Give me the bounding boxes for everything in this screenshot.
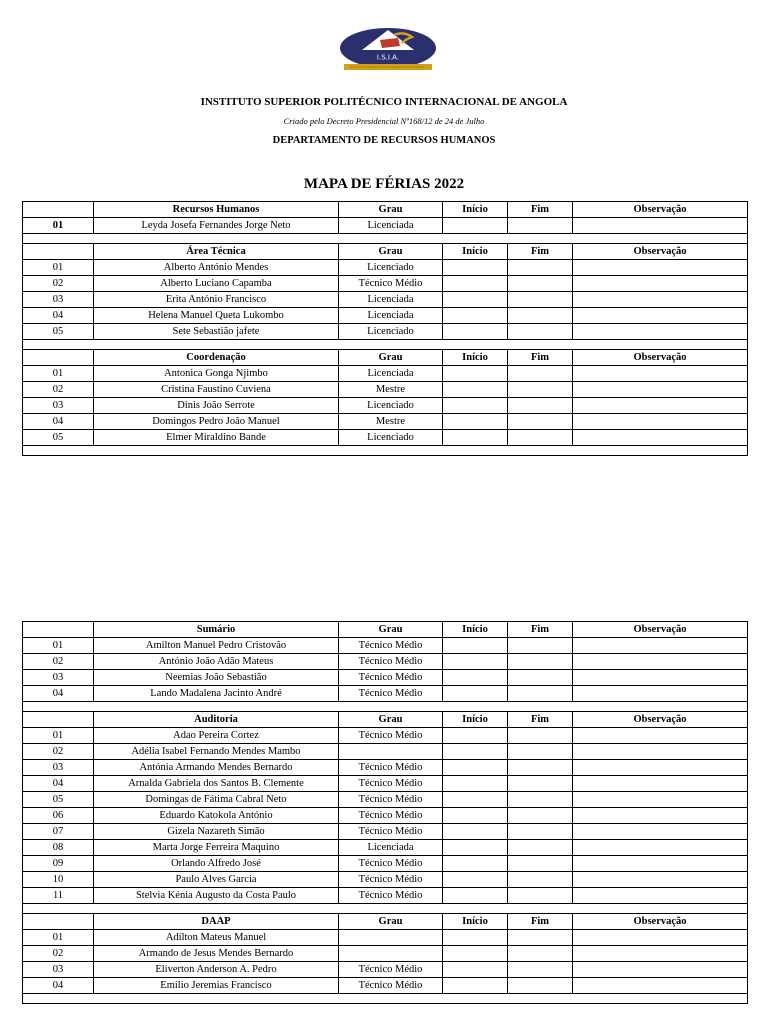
employee-name: Helena Manuel Queta Lukombo — [94, 308, 339, 324]
table-row — [23, 414, 748, 430]
page-title: MAPA DE FÉRIAS 2022 — [303, 176, 465, 192]
section-number-header — [23, 914, 94, 930]
end-date — [508, 382, 573, 398]
start-date — [443, 366, 508, 382]
table-row — [23, 888, 748, 904]
observation — [573, 840, 748, 856]
section-number-header — [23, 202, 94, 218]
employee-name: Erita António Francisco — [94, 292, 339, 308]
section-header-row — [23, 350, 748, 366]
end-date — [508, 872, 573, 888]
table-row — [23, 872, 748, 888]
employee-grau — [339, 946, 443, 962]
observation — [573, 398, 748, 414]
column-grau: Grau — [339, 712, 443, 728]
row-number: 01 — [23, 638, 94, 654]
row-number: 03 — [23, 398, 94, 414]
employee-grau: Técnico Médio — [339, 686, 443, 702]
employee-grau: Técnico Médio — [339, 808, 443, 824]
observation — [573, 930, 748, 946]
employee-name: Paulo Alves Garcia — [94, 872, 339, 888]
table-row — [23, 308, 748, 324]
observation — [573, 728, 748, 744]
table-row — [23, 398, 748, 414]
row-number: 11 — [23, 888, 94, 904]
observation — [573, 276, 748, 292]
table-row — [23, 930, 748, 946]
start-date — [443, 824, 508, 840]
section-name: Coordenação — [94, 350, 339, 366]
row-number: 01 — [23, 366, 94, 382]
observation — [573, 872, 748, 888]
column-observacao: Observação — [573, 914, 748, 930]
employee-grau: Técnico Médio — [339, 670, 443, 686]
decree-line: Criado pelo Decreto Presidencial Nº168/12 de 24 de Julho — [283, 116, 485, 126]
employee-name: Domingas de Fátima Cabral Neto — [94, 792, 339, 808]
end-date — [508, 856, 573, 872]
section-number-header — [23, 244, 94, 260]
start-date — [443, 888, 508, 904]
table-row — [23, 276, 748, 292]
institution-name: INSTITUTO SUPERIOR POLITÉCNICO INTERNACIONAL DE ANGOLA — [200, 96, 568, 108]
table-body — [23, 202, 748, 456]
table-row — [23, 840, 748, 856]
employee-name: Neemias João Sebastião — [94, 670, 339, 686]
row-number: 10 — [23, 872, 94, 888]
employee-grau — [339, 744, 443, 760]
start-date — [443, 776, 508, 792]
start-date — [443, 872, 508, 888]
observation — [573, 978, 748, 994]
table-row — [23, 366, 748, 382]
section-number-header — [23, 712, 94, 728]
table-row — [23, 670, 748, 686]
table-row — [23, 946, 748, 962]
employee-name: Stelvia Kénia Augusto da Costa Paulo — [94, 888, 339, 904]
table-row — [23, 962, 748, 978]
end-date — [508, 670, 573, 686]
start-date — [443, 946, 508, 962]
end-date — [508, 978, 573, 994]
table-row — [23, 654, 748, 670]
end-date — [508, 824, 573, 840]
start-date — [443, 840, 508, 856]
employee-grau: Mestre — [339, 382, 443, 398]
employee-grau: Licenciado — [339, 398, 443, 414]
column-inicio: Início — [443, 622, 508, 638]
employee-name: Lando Madalena Jacinto André — [94, 686, 339, 702]
observation — [573, 962, 748, 978]
table-row — [23, 728, 748, 744]
section-header-row — [23, 712, 748, 728]
observation — [573, 638, 748, 654]
end-date — [508, 366, 573, 382]
row-number: 01 — [23, 218, 94, 234]
row-number: 04 — [23, 978, 94, 994]
end-date — [508, 776, 573, 792]
start-date — [443, 978, 508, 994]
table-row — [23, 856, 748, 872]
table-row — [23, 260, 748, 276]
end-date — [508, 808, 573, 824]
row-number: 03 — [23, 670, 94, 686]
observation — [573, 430, 748, 446]
employee-grau: Licenciada — [339, 840, 443, 856]
employee-name: Antonica Gonga Njimbo — [94, 366, 339, 382]
end-date — [508, 430, 573, 446]
row-number: 04 — [23, 686, 94, 702]
observation — [573, 760, 748, 776]
section-number-header — [23, 622, 94, 638]
table-row — [23, 218, 748, 234]
employee-grau: Mestre — [339, 414, 443, 430]
employee-grau: Técnico Médio — [339, 792, 443, 808]
spacer-cell — [23, 446, 748, 456]
employee-name: Antónia Armando Mendes Bernardo — [94, 760, 339, 776]
section-name: Recursos Humanos — [94, 202, 339, 218]
spacer-row — [23, 340, 748, 350]
spacer-cell — [23, 340, 748, 350]
employee-name: Eduardo Katokola António — [94, 808, 339, 824]
spacer-row — [23, 234, 748, 244]
row-number: 02 — [23, 382, 94, 398]
observation — [573, 670, 748, 686]
start-date — [443, 276, 508, 292]
employee-name: Cristina Faustino Cuviena — [94, 382, 339, 398]
observation — [573, 808, 748, 824]
employee-name: Armando de Jesus Mendes Bernardo — [94, 946, 339, 962]
column-grau: Grau — [339, 622, 443, 638]
column-fim: Fim — [508, 244, 573, 260]
vacation-table-bottom — [22, 621, 748, 1004]
column-observacao: Observação — [573, 244, 748, 260]
vacation-table-top — [22, 201, 748, 456]
row-number: 04 — [23, 308, 94, 324]
spacer-cell — [23, 994, 748, 1004]
employee-grau: Licenciada — [339, 308, 443, 324]
row-number: 05 — [23, 430, 94, 446]
row-number: 07 — [23, 824, 94, 840]
end-date — [508, 654, 573, 670]
employee-grau: Licenciado — [339, 260, 443, 276]
table-row — [23, 760, 748, 776]
observation — [573, 260, 748, 276]
observation — [573, 218, 748, 234]
employee-grau: Técnico Médio — [339, 978, 443, 994]
observation — [573, 654, 748, 670]
section-header-row — [23, 914, 748, 930]
employee-name: Adílton Mateus Manuel — [94, 930, 339, 946]
end-date — [508, 414, 573, 430]
section-number-header — [23, 350, 94, 366]
start-date — [443, 414, 508, 430]
start-date — [443, 686, 508, 702]
row-number: 02 — [23, 946, 94, 962]
spacer-row — [23, 446, 748, 456]
start-date — [443, 930, 508, 946]
start-date — [443, 808, 508, 824]
start-date — [443, 792, 508, 808]
employee-name: Marta Jorge Ferreira Maquino — [94, 840, 339, 856]
column-fim: Fim — [508, 350, 573, 366]
table-row — [23, 824, 748, 840]
table-row — [23, 744, 748, 760]
spacer-cell — [23, 702, 748, 712]
start-date — [443, 760, 508, 776]
employee-grau: Técnico Médio — [339, 856, 443, 872]
row-number: 03 — [23, 962, 94, 978]
row-number: 01 — [23, 930, 94, 946]
start-date — [443, 398, 508, 414]
spacer-cell — [23, 234, 748, 244]
section-header-row — [23, 244, 748, 260]
table-row — [23, 776, 748, 792]
end-date — [508, 962, 573, 978]
table-row — [23, 324, 748, 340]
observation — [573, 946, 748, 962]
table-row — [23, 292, 748, 308]
column-inicio: Início — [443, 350, 508, 366]
section-name: Auditoria — [94, 712, 339, 728]
end-date — [508, 744, 573, 760]
spacer-row — [23, 994, 748, 1004]
employee-name: Arnalda Gabriela dos Santos B. Clemente — [94, 776, 339, 792]
end-date — [508, 398, 573, 414]
observation — [573, 824, 748, 840]
employee-name: António João Adão Mateus — [94, 654, 339, 670]
employee-name: Sete Sebastião jafete — [94, 324, 339, 340]
row-number: 01 — [23, 260, 94, 276]
employee-name: Emílio Jeremias Francisco — [94, 978, 339, 994]
logo-text: I.S.I.A. — [376, 53, 400, 62]
column-inicio: Início — [443, 244, 508, 260]
employee-name: Leyda Josefa Fernandes Jorge Neto — [94, 218, 339, 234]
spacer-row — [23, 904, 748, 914]
employee-grau: Licenciada — [339, 366, 443, 382]
employee-name: Alberto António Mendes — [94, 260, 339, 276]
employee-name: Dinis João Serrote — [94, 398, 339, 414]
end-date — [508, 308, 573, 324]
start-date — [443, 292, 508, 308]
start-date — [443, 324, 508, 340]
start-date — [443, 638, 508, 654]
start-date — [443, 308, 508, 324]
column-observacao: Observação — [573, 350, 748, 366]
employee-name: Gizela Nazareth Simão — [94, 824, 339, 840]
table-row — [23, 792, 748, 808]
employee-grau: Técnico Médio — [339, 638, 443, 654]
employee-grau: Técnico Médio — [339, 824, 443, 840]
employee-name: Eliverton Anderson A. Pedro — [94, 962, 339, 978]
row-number: 02 — [23, 744, 94, 760]
table-body — [23, 622, 748, 1004]
observation — [573, 292, 748, 308]
column-inicio: Início — [443, 712, 508, 728]
start-date — [443, 654, 508, 670]
end-date — [508, 638, 573, 654]
row-number: 05 — [23, 792, 94, 808]
start-date — [443, 728, 508, 744]
end-date — [508, 792, 573, 808]
department-name: DEPARTAMENTO DE RECURSOS HUMANOS — [272, 135, 496, 146]
observation — [573, 366, 748, 382]
table-row — [23, 430, 748, 446]
table-row — [23, 978, 748, 994]
employee-name: Orlando Alfredo José — [94, 856, 339, 872]
row-number: 02 — [23, 276, 94, 292]
employee-grau: Técnico Médio — [339, 872, 443, 888]
observation — [573, 324, 748, 340]
table-row — [23, 686, 748, 702]
column-observacao: Observação — [573, 712, 748, 728]
start-date — [443, 856, 508, 872]
end-date — [508, 218, 573, 234]
end-date — [508, 888, 573, 904]
row-number: 02 — [23, 654, 94, 670]
employee-grau: Licenciada — [339, 292, 443, 308]
start-date — [443, 382, 508, 398]
section-name: DAAP — [94, 914, 339, 930]
employee-grau — [339, 930, 443, 946]
row-number: 01 — [23, 728, 94, 744]
observation — [573, 744, 748, 760]
observation — [573, 686, 748, 702]
employee-grau: Licenciado — [339, 324, 443, 340]
row-number: 04 — [23, 776, 94, 792]
start-date — [443, 744, 508, 760]
employee-grau: Técnico Médio — [339, 776, 443, 792]
end-date — [508, 760, 573, 776]
column-observacao: Observação — [573, 622, 748, 638]
observation — [573, 776, 748, 792]
start-date — [443, 670, 508, 686]
section-header-row — [23, 622, 748, 638]
table-row — [23, 808, 748, 824]
observation — [573, 414, 748, 430]
end-date — [508, 276, 573, 292]
employee-grau: Técnico Médio — [339, 728, 443, 744]
employee-name: Alberto Luciano Capamba — [94, 276, 339, 292]
section-name: Área Técnica — [94, 244, 339, 260]
observation — [573, 382, 748, 398]
observation — [573, 856, 748, 872]
row-number: 09 — [23, 856, 94, 872]
end-date — [508, 324, 573, 340]
start-date — [443, 430, 508, 446]
start-date — [443, 962, 508, 978]
table-row — [23, 382, 748, 398]
end-date — [508, 930, 573, 946]
column-observacao: Observação — [573, 202, 748, 218]
column-grau: Grau — [339, 350, 443, 366]
employee-name: Adélia Isabel Fernando Mendes Mambo — [94, 744, 339, 760]
start-date — [443, 260, 508, 276]
row-number: 06 — [23, 808, 94, 824]
row-number: 03 — [23, 292, 94, 308]
observation — [573, 888, 748, 904]
employee-grau: Licenciada — [339, 218, 443, 234]
employee-grau: Técnico Médio — [339, 888, 443, 904]
column-grau: Grau — [339, 914, 443, 930]
column-fim: Fim — [508, 622, 573, 638]
employee-name: Elmer Miraldino Bande — [94, 430, 339, 446]
employee-grau: Técnico Médio — [339, 654, 443, 670]
employee-name: Amilton Manuel Pedro Cristovão — [94, 638, 339, 654]
column-inicio: Início — [443, 202, 508, 218]
employee-grau: Técnico Médio — [339, 962, 443, 978]
employee-name: Adao Pereira Cortez — [94, 728, 339, 744]
observation — [573, 792, 748, 808]
row-number: 03 — [23, 760, 94, 776]
column-inicio: Início — [443, 914, 508, 930]
employee-grau: Técnico Médio — [339, 760, 443, 776]
employee-grau: Licenciado — [339, 430, 443, 446]
spacer-cell — [23, 904, 748, 914]
row-number: 04 — [23, 414, 94, 430]
end-date — [508, 292, 573, 308]
section-header-row — [23, 202, 748, 218]
end-date — [508, 728, 573, 744]
spacer-row — [23, 702, 748, 712]
column-fim: Fim — [508, 712, 573, 728]
observation — [573, 308, 748, 324]
section-name: Sumário — [94, 622, 339, 638]
column-grau: Grau — [339, 244, 443, 260]
row-number: 05 — [23, 324, 94, 340]
end-date — [508, 260, 573, 276]
end-date — [508, 840, 573, 856]
employee-grau: Técnico Médio — [339, 276, 443, 292]
column-fim: Fim — [508, 914, 573, 930]
isia-logo — [336, 26, 440, 78]
end-date — [508, 946, 573, 962]
column-grau: Grau — [339, 202, 443, 218]
end-date — [508, 686, 573, 702]
start-date — [443, 218, 508, 234]
employee-name: Domingos Pedro João Manuel — [94, 414, 339, 430]
column-fim: Fim — [508, 202, 573, 218]
row-number: 08 — [23, 840, 94, 856]
table-row — [23, 638, 748, 654]
